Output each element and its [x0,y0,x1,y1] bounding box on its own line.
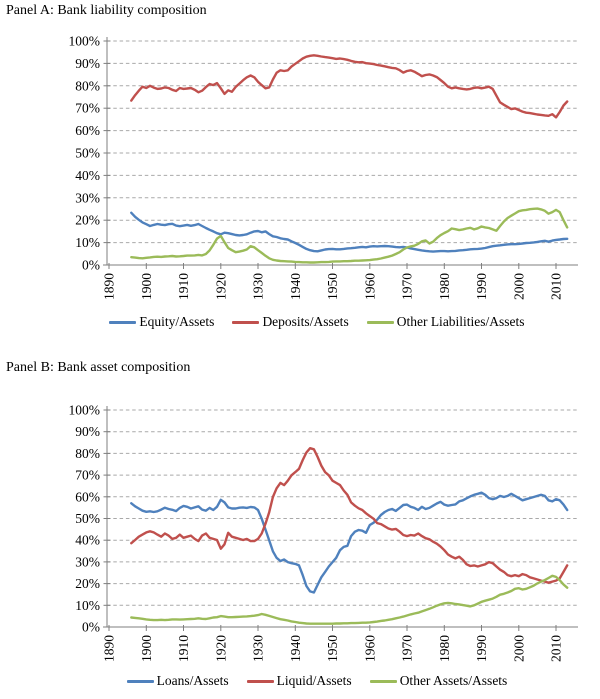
x-tick-label: 1930 [250,635,266,662]
y-tick-label: 20% [75,576,100,592]
y-tick-label: 10% [75,597,100,613]
y-tick-label: 40% [75,532,100,548]
legend-item-liquid-assets [247,673,352,689]
y-tick-label: 70% [75,467,100,483]
y-tick-label: 70% [75,100,100,116]
legend-label: Liquid/Assets [276,673,352,688]
y-tick-label: 30% [75,190,100,206]
y-tick-label: 20% [75,212,100,228]
legend-line-swatch-green [367,321,394,324]
legend-label: Equity/Assets [139,314,215,329]
y-tick-label: 40% [75,167,100,183]
x-tick-label: 1940 [287,273,303,300]
legend-line-swatch-blue [127,680,154,683]
y-tick-label: 50% [75,145,100,161]
x-tick-label: 2000 [511,273,527,300]
panel-b-title: Panel B: Bank asset composition [6,360,191,375]
x-tick-label: 1920 [213,273,229,300]
series-line-loans-assets [131,493,567,593]
series-line-liquid-assets [131,448,567,583]
y-tick-label: 80% [75,78,100,94]
series-line-other-assets-assets [131,576,567,624]
x-tick-label: 1990 [474,273,489,300]
x-tick-label: 1890 [101,635,117,662]
legend-line-swatch-blue [109,321,136,324]
legend-item-loans-assets [127,673,229,689]
x-tick-label: 1910 [176,273,191,300]
y-tick-label: 0% [82,619,100,635]
panel-b-legend [0,673,600,689]
x-tick-label: 2010 [548,273,564,300]
y-tick-label: 60% [75,489,100,505]
panel-a-chart [0,0,600,348]
x-tick-label: 1900 [138,273,154,300]
y-tick-label: 100% [68,402,100,418]
legend-item-equity-assets [109,314,214,330]
x-tick-label: 1960 [362,273,378,300]
panel-a-legend [0,314,600,330]
x-tick-label: 1900 [138,635,154,662]
panel-b-chart [0,355,600,699]
x-tick-label: 1940 [287,635,303,662]
y-tick-label: 80% [75,445,100,461]
legend-item-other-liabilities-assets [367,314,525,330]
y-tick-label: 90% [75,424,100,440]
x-tick-label: 2010 [548,635,564,662]
x-tick-label: 1960 [362,635,378,662]
series-line-equity-assets [131,213,567,252]
x-tick-label: 1890 [101,273,117,300]
y-tick-label: 60% [75,123,100,139]
y-tick-label: 90% [75,55,100,71]
legend-line-swatch-red [232,321,259,324]
x-tick-label: 1980 [436,635,452,662]
legend-line-swatch-red [247,680,274,683]
x-tick-label: 1990 [474,635,489,662]
series-line-other-liabilities-assets [131,209,567,263]
legend-label: Loans/Assets [156,673,229,688]
x-tick-label: 1950 [325,273,340,300]
y-tick-label: 0% [82,257,100,273]
panel-a-title: Panel A: Bank liability composition [6,3,207,18]
x-tick-label: 1970 [399,635,415,662]
y-tick-label: 30% [75,554,100,570]
legend-label: Deposits/Assets [262,314,349,329]
y-tick-label: 100% [68,33,100,49]
x-tick-label: 1910 [176,635,191,662]
y-tick-label: 50% [75,511,100,526]
legend-label: Other Assets/Assets [399,673,508,688]
x-tick-label: 1970 [399,273,415,300]
x-tick-label: 1980 [436,273,452,300]
x-tick-label: 1950 [325,635,340,662]
legend-item-deposits-assets [232,314,348,330]
x-tick-label: 1920 [213,635,229,662]
x-tick-label: 2000 [511,635,527,662]
legend-item-other-assets-assets [370,673,508,689]
legend-label: Other Liabilities/Assets [396,314,525,329]
legend-line-swatch-green [370,680,397,683]
y-tick-label: 10% [75,235,100,251]
x-tick-label: 1930 [250,273,266,300]
